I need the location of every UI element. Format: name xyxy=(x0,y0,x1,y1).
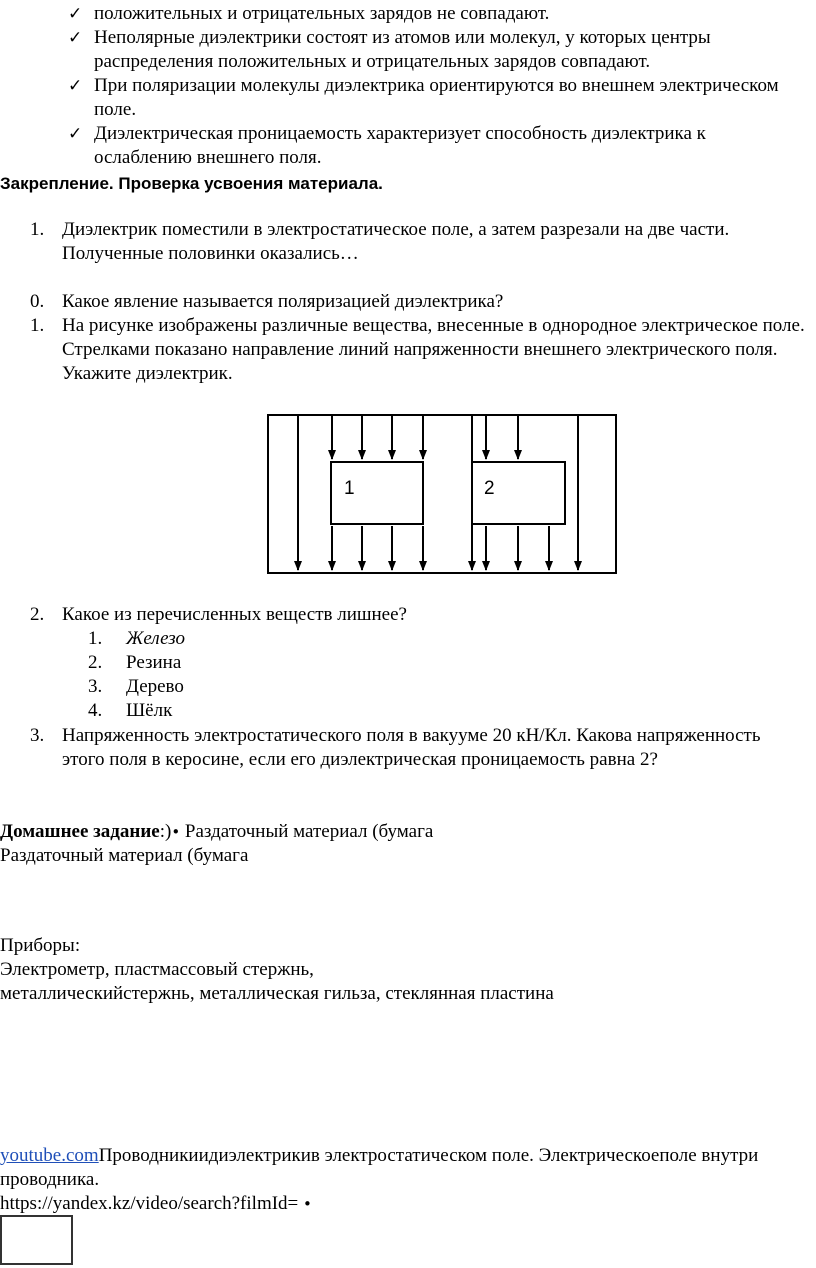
empty-frame-box xyxy=(0,1215,73,1265)
option-number: 1. xyxy=(88,628,103,649)
checkmark-icon: ✓ xyxy=(68,4,83,24)
question-text: Какое явление называется поляризацией диэлектрика? xyxy=(62,291,504,312)
section-heading: Закрепление. Проверка усвоения материала. xyxy=(0,174,383,193)
field-diagram xyxy=(262,410,624,580)
question-number: 0. xyxy=(30,291,45,312)
option-text: Резина xyxy=(126,652,182,673)
video-line xyxy=(0,1144,810,1192)
url-line xyxy=(0,1192,312,1216)
check-item-3 xyxy=(68,74,808,122)
homework-text: Раздаточный материал (бумага xyxy=(180,821,434,842)
checkmark-icon: ✓ xyxy=(68,28,83,48)
option-number: 3. xyxy=(88,676,103,697)
homework-colon: :) xyxy=(159,821,172,842)
checkmark-icon: ✓ xyxy=(68,76,83,96)
box-1-label: 1 xyxy=(344,478,355,499)
homework-text-2: Раздаточный материал (бумага xyxy=(0,845,249,866)
check-item-text: Неполярные диэлектрики состоят из атомов или молекул, у которых центры распределения положительных и отрицательных зарядов совпадают. xyxy=(94,27,711,72)
question-number: 3. xyxy=(30,725,45,746)
question-number: 2. xyxy=(30,604,45,625)
homework-label: Домашнее задание xyxy=(0,821,160,842)
option-text: Железо xyxy=(126,628,185,649)
devices-title: Приборы: xyxy=(0,935,81,956)
option-text: Шёлк xyxy=(126,700,173,721)
option-number: 4. xyxy=(88,700,103,721)
bullet-icon: • xyxy=(303,1195,312,1213)
video-text: Проводникиидиэлектрикив электростатическом поле. Электрическоеполе внутри проводника. xyxy=(0,1145,759,1190)
question-text: Какое из перечисленных веществ лишнее? xyxy=(62,604,407,625)
question-number: 1. xyxy=(30,219,45,240)
youtube-link[interactable]: youtube.com xyxy=(0,1145,99,1166)
check-item-4 xyxy=(68,122,808,170)
homework-line xyxy=(0,820,810,844)
checkmark-icon: ✓ xyxy=(68,124,83,144)
question-text: Диэлектрик поместили в электростатическое поле, а затем разрезали на две части. Полученные половинки оказались… xyxy=(62,219,730,264)
devices-line-1: Электрометр, пластмассовый стержнь, xyxy=(0,959,314,980)
check-item-2 xyxy=(68,26,808,74)
video-url[interactable]: https://yandex.kz/video/search?filmId= xyxy=(0,1193,304,1214)
question-text: На рисунке изображены различные вещества, внесенные в однородное электрическое поле. Стрелками показано направление линий напряженности внешнего электрического поля. Укажите диэлектрик. xyxy=(62,315,805,384)
option-number: 2. xyxy=(88,652,103,673)
check-item-text: При поляризации молекулы диэлектрика ориентируются во внешнем электрическом поле. xyxy=(94,75,779,120)
box-2-label: 2 xyxy=(484,478,495,499)
option-text: Дерево xyxy=(126,676,184,697)
check-item-text: положительных и отрицательных зарядов не совпадают. xyxy=(94,3,550,24)
bullet-icon: • xyxy=(171,823,181,841)
question-text: Напряженность электростатического поля в вакууме 20 кН/Кл. Какова напряженность этого поля в керосине, если его диэлектрическая проницаемость равна 2? xyxy=(62,725,761,770)
check-item-text: Диэлектрическая проницаемость характеризует способность диэлектрика к ослаблению внешнего поля. xyxy=(94,123,706,168)
check-item-1 xyxy=(68,2,808,26)
question-number: 1. xyxy=(30,315,45,336)
devices-line-2: металлическийстержнь, металлическая гильза, стеклянная пластина xyxy=(0,983,554,1004)
